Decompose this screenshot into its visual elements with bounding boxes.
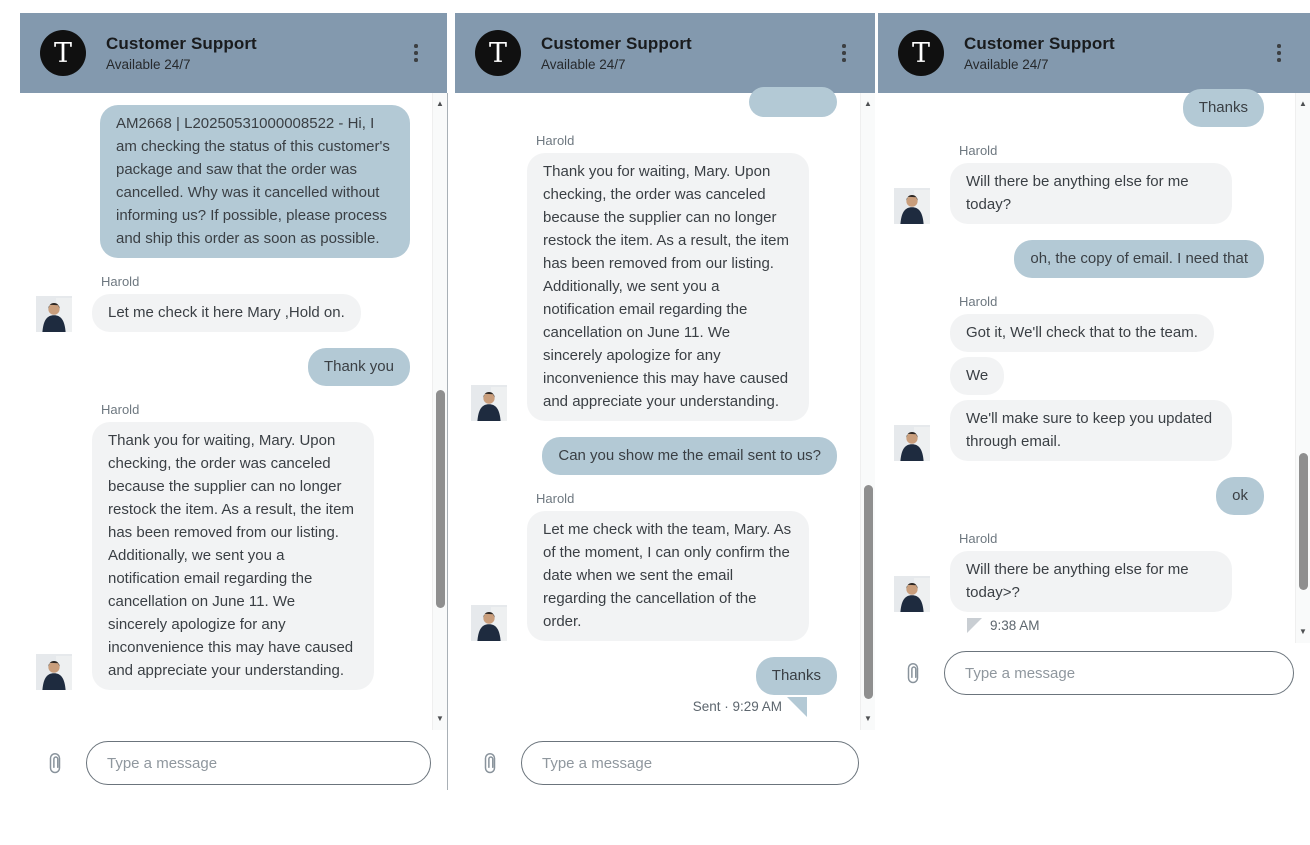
avatar: [36, 296, 72, 332]
scroll-down-icon[interactable]: ▼: [1299, 627, 1307, 636]
message-input[interactable]: [86, 741, 431, 785]
avatar: [471, 605, 507, 641]
agent-message-column: [92, 274, 410, 332]
user-message-bubble: AM2668 | L20250531000008522 - Hi, I am checking the status of this customer's package and saw that the order was cancelled. Why was it cancelled without informing us? If possible, please process and ship this order as soon as possible.: [100, 105, 410, 258]
scrollbar-thumb[interactable]: [1299, 453, 1308, 590]
message-list: [20, 93, 447, 730]
timestamp: 9:38 AM: [990, 618, 1040, 633]
agent-message-group: [36, 402, 410, 690]
message-input[interactable]: [944, 651, 1294, 695]
agent-message-bubble: Let me check with the team, Mary. As of the moment, I can only confirm the date when we sent the email regarding the cancellation of the order.: [527, 511, 809, 641]
user-message-bubble: ok: [1216, 477, 1264, 515]
avatar: [894, 188, 930, 224]
agent-message-group: [894, 143, 1264, 224]
scroll-up-icon[interactable]: ▲: [1299, 99, 1307, 108]
user-message-row: [471, 105, 837, 117]
scrollbar[interactable]: [1295, 93, 1310, 643]
panel-divider: [447, 93, 448, 790]
agent-message-bubble: We'll make sure to keep you updated through email.: [950, 400, 1232, 461]
kebab-menu-icon[interactable]: [403, 38, 429, 68]
avatar: [471, 385, 507, 421]
receipt-tail-icon: [967, 618, 982, 633]
user-message-bubble: oh, the copy of email. I need that: [1014, 240, 1264, 278]
agent-name-label: Harold: [536, 133, 575, 148]
agent-name-label: Harold: [959, 143, 998, 158]
sent-receipt: [471, 699, 837, 717]
brand-logo-letter: T: [488, 37, 507, 69]
chat-panel: [455, 13, 875, 790]
agent-message-group: [471, 133, 837, 421]
brand-logo-letter: T: [911, 37, 930, 69]
brand-logo: [40, 30, 86, 76]
composer: [455, 730, 875, 790]
scrollbar[interactable]: [860, 93, 875, 730]
agent-name-label: Harold: [959, 531, 998, 546]
user-message-bubble: Thanks: [1183, 89, 1264, 127]
chat-status: Available 24/7: [106, 57, 191, 72]
paperclip-icon[interactable]: [46, 748, 64, 779]
chat-header: [455, 13, 875, 93]
agent-message-bubble: Thank you for waiting, Mary. Upon checking, the order was canceled because the supplier can no longer restock the item. As a result, the item has been removed from our listing. Additionally, we sent you a notification email regarding the cancellation on June 11. We sincerely apologize for any inconvenience this may have caused and appreciate your understanding.: [527, 153, 809, 421]
user-message-bubble: Can you show me the email sent to us?: [542, 437, 837, 475]
chat-title: Customer Support: [106, 34, 257, 53]
agent-name-label: Harold: [101, 402, 140, 417]
composer: [878, 643, 1310, 701]
paperclip-icon[interactable]: [481, 748, 499, 779]
user-message-row: [36, 348, 410, 386]
agent-message-group: [471, 491, 837, 641]
agent-message-bubble: Will there be anything else for me today?: [950, 163, 1232, 224]
agent-message-bubble: Thank you for waiting, Mary. Upon checking, the order was canceled because the supplier can no longer restock the item. As a result, the item has been removed from our listing. Additionally, we sent you a notification email regarding the cancellation on June 11. We sincerely apologize for any inconvenience this may have caused and appreciate your understanding.: [92, 422, 374, 690]
agent-message-column: [950, 143, 1264, 224]
avatar: [894, 425, 930, 461]
agent-name-label: Harold: [101, 274, 140, 289]
chat-title: Customer Support: [541, 34, 692, 53]
agent-message-bubble: We: [950, 357, 1004, 395]
paperclip-icon[interactable]: [904, 658, 922, 689]
user-message-row: [471, 657, 837, 695]
agent-message-bubble: Got it, We'll check that to the team.: [950, 314, 1214, 352]
user-message-row: [894, 99, 1264, 127]
brand-logo-letter: T: [53, 37, 72, 69]
scroll-up-icon[interactable]: ▲: [436, 99, 444, 108]
agent-message-group: [36, 274, 410, 332]
chat-header: [878, 13, 1310, 93]
agent-message-bubble: Let me check it here Mary ,Hold on.: [92, 294, 361, 332]
agent-message-column: [950, 294, 1264, 461]
user-message-row: [894, 240, 1264, 278]
chat-header-titles: [964, 34, 1266, 72]
scroll-down-icon[interactable]: ▼: [436, 714, 444, 723]
chat-title: Customer Support: [964, 34, 1115, 53]
agent-message-bubble: Will there be anything else for me today>?: [950, 551, 1232, 612]
user-message-bubble: Thanks: [756, 657, 837, 695]
brand-logo: [475, 30, 521, 76]
scrollbar-thumb[interactable]: [436, 390, 445, 608]
agent-message-column: [92, 402, 410, 690]
agent-message-group: [894, 531, 1264, 612]
user-message-bubble: [749, 87, 837, 117]
message-input[interactable]: [521, 741, 859, 785]
user-message-row: [894, 477, 1264, 515]
composer: [20, 730, 447, 790]
user-message-row: [36, 105, 410, 258]
agent-message-column: [527, 491, 837, 641]
scrollbar[interactable]: [432, 93, 447, 730]
avatar: [894, 576, 930, 612]
kebab-menu-icon[interactable]: [1266, 38, 1292, 68]
chat-status: Available 24/7: [964, 57, 1049, 72]
brand-logo: [898, 30, 944, 76]
sent-timestamp: Sent · 9:29 AM: [692, 699, 782, 714]
user-message-bubble: Thank you: [308, 348, 410, 386]
delivery-receipt: [894, 618, 1264, 633]
message-list: [878, 93, 1310, 643]
chat-status: Available 24/7: [541, 57, 626, 72]
message-list: [455, 93, 875, 730]
scrollbar-thumb[interactable]: [864, 485, 873, 699]
agent-message-column: [950, 531, 1264, 612]
agent-name-label: Harold: [536, 491, 575, 506]
chat-header-titles: [106, 34, 403, 72]
sent-tail-icon: [787, 697, 807, 717]
agent-name-label: Harold: [959, 294, 998, 309]
agent-message-group: [894, 294, 1264, 461]
avatar: [36, 654, 72, 690]
chat-panel: [878, 13, 1310, 679]
chat-header-titles: [541, 34, 831, 72]
kebab-menu-icon[interactable]: [831, 38, 857, 68]
agent-message-column: [527, 133, 837, 421]
user-message-row: [471, 437, 837, 475]
chat-panel: [20, 13, 447, 790]
scroll-down-icon[interactable]: ▼: [864, 714, 872, 723]
scroll-up-icon[interactable]: ▲: [864, 99, 872, 108]
chat-header: [20, 13, 447, 93]
